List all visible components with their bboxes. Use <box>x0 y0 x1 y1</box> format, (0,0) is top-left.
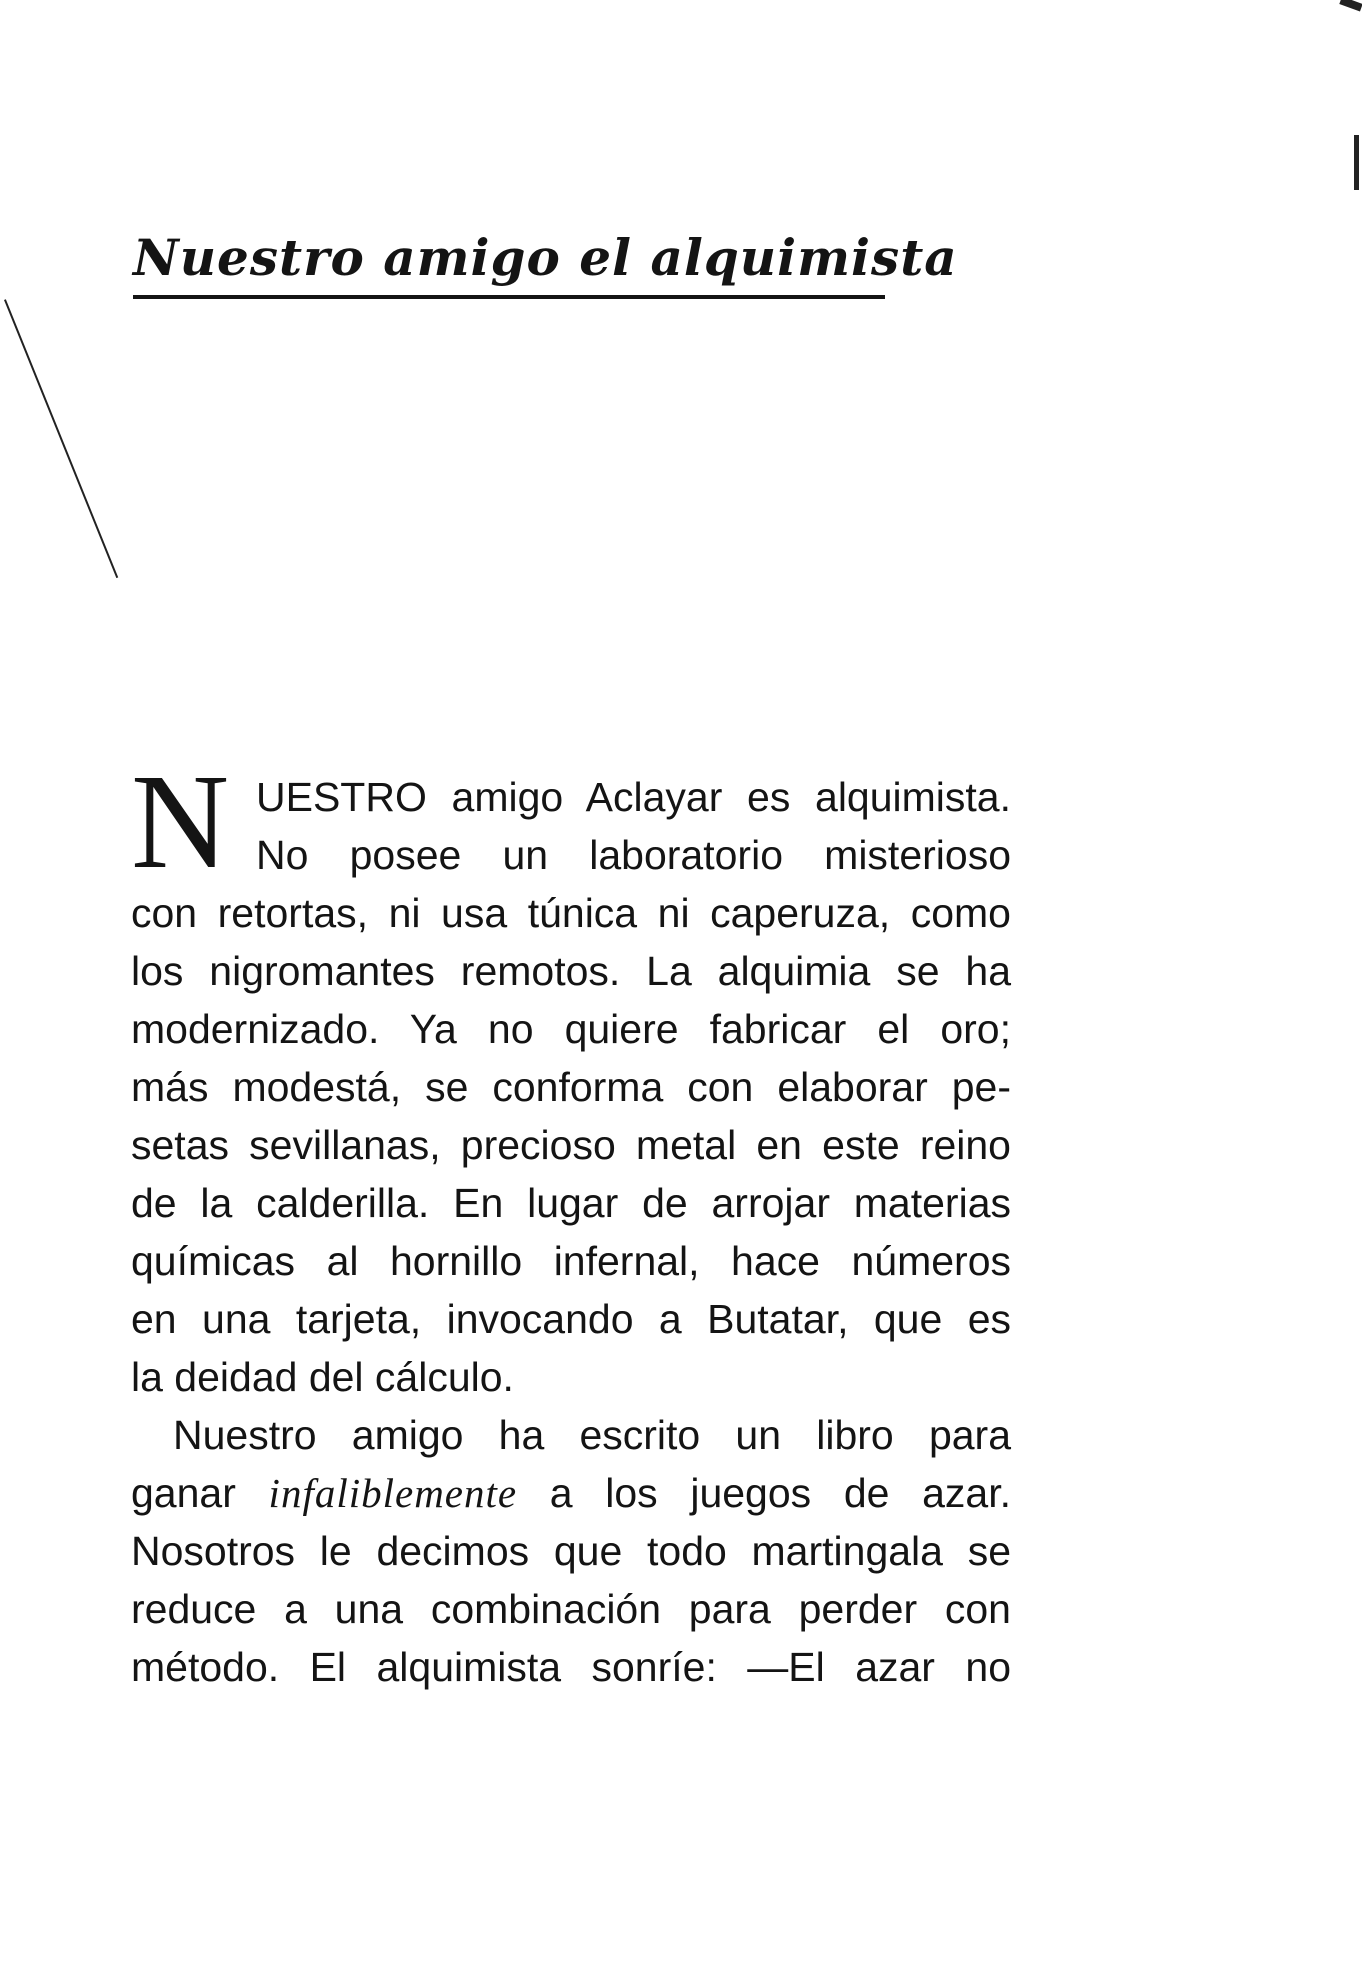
text-line: Nosotros le decimos que todo martingala se <box>131 1528 1011 1574</box>
italic-word: infaliblemente <box>268 1470 518 1516</box>
text-line: más modestá, se conforma con elaborar pe- <box>131 1064 1011 1110</box>
text-line: No posee un laboratorio misterioso <box>256 832 1011 878</box>
scan-mark-right <box>1354 135 1359 190</box>
text-line-with-italic <box>131 1464 1011 1522</box>
scan-mark-left <box>4 299 118 578</box>
text-segment: a los juegos de azar. <box>549 1470 1011 1516</box>
text-line: reduce a una combinación para perder con <box>131 1586 1011 1632</box>
title-underline <box>133 295 885 299</box>
text-line: con retortas, ni usa túnica ni caperuza, como <box>131 890 1011 936</box>
drop-cap: N <box>131 747 230 897</box>
text-line: método. El alquimista sonríe: —El azar no <box>131 1644 1011 1690</box>
text-line: de la calderilla. En lugar de arrojar materias <box>131 1180 1011 1226</box>
scan-corner-mark <box>1339 0 1362 12</box>
text-line: químicas al hornillo infernal, hace números <box>131 1238 1011 1284</box>
chapter-title: Nuestro amigo el alquimista <box>133 228 958 287</box>
text-line: la deidad del cálculo. <box>131 1354 514 1400</box>
text-line: modernizado. Ya no quiere fabricar el oro; <box>131 1006 1011 1052</box>
text-line: setas sevillanas, precioso metal en este reino <box>131 1122 1011 1168</box>
text-segment: ganar <box>131 1470 236 1516</box>
text-line: los nigromantes remotos. La alquimia se ha <box>131 948 1011 994</box>
text-line: en una tarjeta, invocando a Butatar, que es <box>131 1296 1011 1342</box>
text-line: UESTRO amigo Aclayar es alquimista. <box>256 774 1011 820</box>
body-text <box>131 768 1011 1696</box>
text-line: Nuestro amigo ha escrito un libro para <box>173 1412 1011 1458</box>
